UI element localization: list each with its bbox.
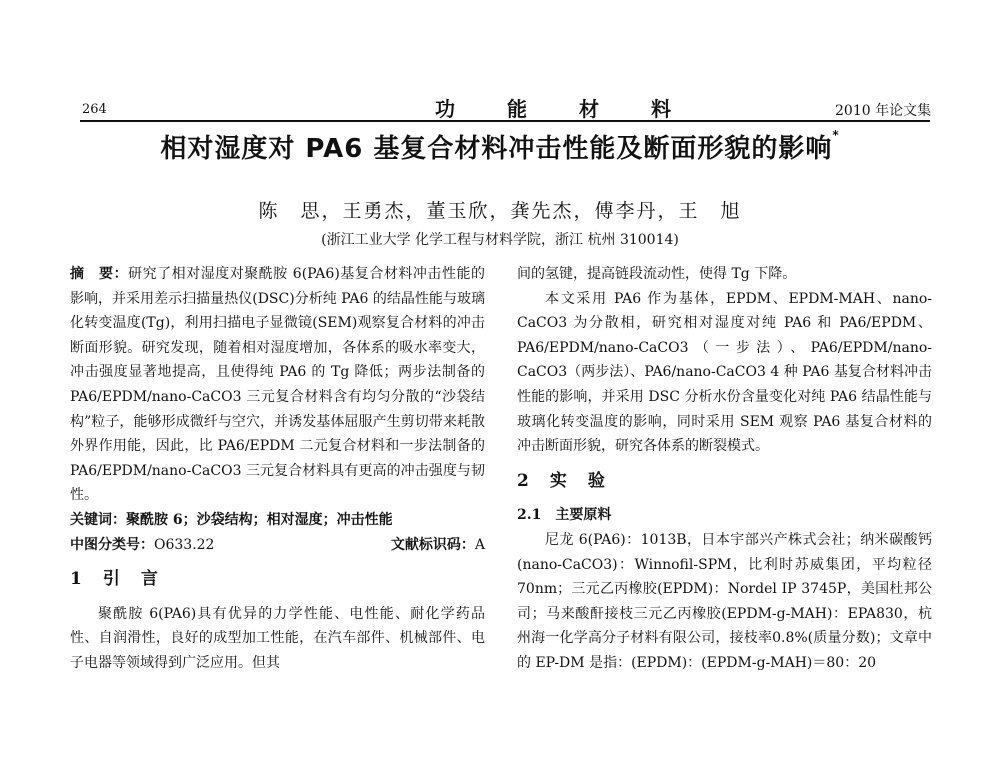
left-column <box>70 262 485 676</box>
affiliation: (浙江工业大学 化学工程与材料学院，浙江 杭州 310014) <box>321 232 679 248</box>
year-issue: 2010 年论文集 <box>835 103 932 119</box>
intro-paragraph: 本文采用 PA6 作为基体，EPDM、EPDM-MAH、nano-CaCO3 为分散相，研究相对湿度对纯 PA6 和 PA6/EPDM、PA6/EPDM/nano-CaCO3（一步法）、PA6/EPDM/nano-CaCO3（两步法）、PA6/nano-CaCO3 4 种 PA6 基复合材料冲击性能的影响，并采用 DSC 分析水份含量变化对纯 PA6 结晶性能与玻璃化转变温度的影响，同时采用 SEM 观察 PA6 基复合材料的冲击断面形貌，研究各体系的断裂模式。 <box>517 290 932 455</box>
subsection-2-1-heading: 2.1 主要原料 <box>517 507 612 524</box>
title-text: 相对湿度对 PA6 基复合材料冲击性能及断面形貌的影响 <box>160 134 833 164</box>
author-list: 陈 思，王勇杰，董玉欣，龚先杰，傅李丹，王 旭 <box>258 200 742 222</box>
keywords-text: 聚酰胺 6；沙袋结构；相对湿度；冲击性能 <box>126 511 393 528</box>
classification-line <box>70 533 485 558</box>
abstract-text: 研究了相对湿度对聚酰胺 6(PA6)基复合材料冲击性能的影响，并采用差示扫描量热仪(DSC)分析纯 PA6 的结晶性能与玻璃化转变温度(Tg)，利用扫描电子显微镜(SEM)观察复合材料的冲击断面形貌。研究发现，随着相对湿度增加，各体系的吸水率变大，冲击强度显著地提高，且使得纯 PA6 的 Tg 降低；两步法制备的 PA6/EPDM/nano-CaCO3 三元复合材料含有均匀分散的“沙袋结构”粒子，能够形成微纤与空穴，并诱发基体屈服产生剪切带来耗散外界作用能，因此，比 PA6/EPDM 二元复合材料和一步法制备的 PA6/EPDM/nano-CaCO3 三元复合材料具有更高的冲击强度与韧性。 <box>70 266 486 504</box>
continuation-paragraph: 间的氢键，提高链段流动性，使得 Tg 下降。 <box>517 266 797 282</box>
section-1-heading: 1 引 言 <box>70 569 160 590</box>
clc-label: 中图分类号： <box>70 536 154 553</box>
section-1-paragraph: 聚酰胺 6(PA6)具有优异的力学性能、电性能、耐化学药品性、自润滑性，良好的成型加工性能，在汽车部件、机械部件、电子电器等领域得到广泛应用。但其 <box>70 605 485 671</box>
header-rule <box>80 120 930 122</box>
doc-code-label: 文献标识码： <box>390 536 475 553</box>
paper-title <box>0 128 1000 165</box>
keywords <box>70 508 485 533</box>
abstract <box>70 262 485 508</box>
abstract-label: 摘 要： <box>70 266 129 282</box>
materials-paragraph: 尼龙 6(PA6)：1013B，日本宇部兴产株式会社；纳米碳酸钙(nano-CaCO3)：Winnofil-SPM，比利时苏威集团，平均粒径 70nm；三元乙丙橡胶(EPDM)：Nordel IP 3745P，美国杜邦公司；马来酸酐接枝三元乙丙橡胶(EPDM-g-MAH)：EPA830，杭州海一化学高分子材料有限公司，接枝率0.8%(质量分数)；文章中的 EP-DM 是指：(EPDM)：(EPDM-g-MAH)＝80：20 <box>517 531 932 671</box>
section-2-heading: 2 实 验 <box>517 470 607 491</box>
doc-code-value: A <box>474 536 485 553</box>
clc-value: O633.22 <box>154 536 215 553</box>
page-number: 264 <box>82 102 107 117</box>
title-footnote-mark: * <box>832 128 840 142</box>
keywords-label: 关键词： <box>70 511 126 528</box>
journal-name: 功能材料 <box>435 97 723 121</box>
right-column <box>517 262 932 676</box>
